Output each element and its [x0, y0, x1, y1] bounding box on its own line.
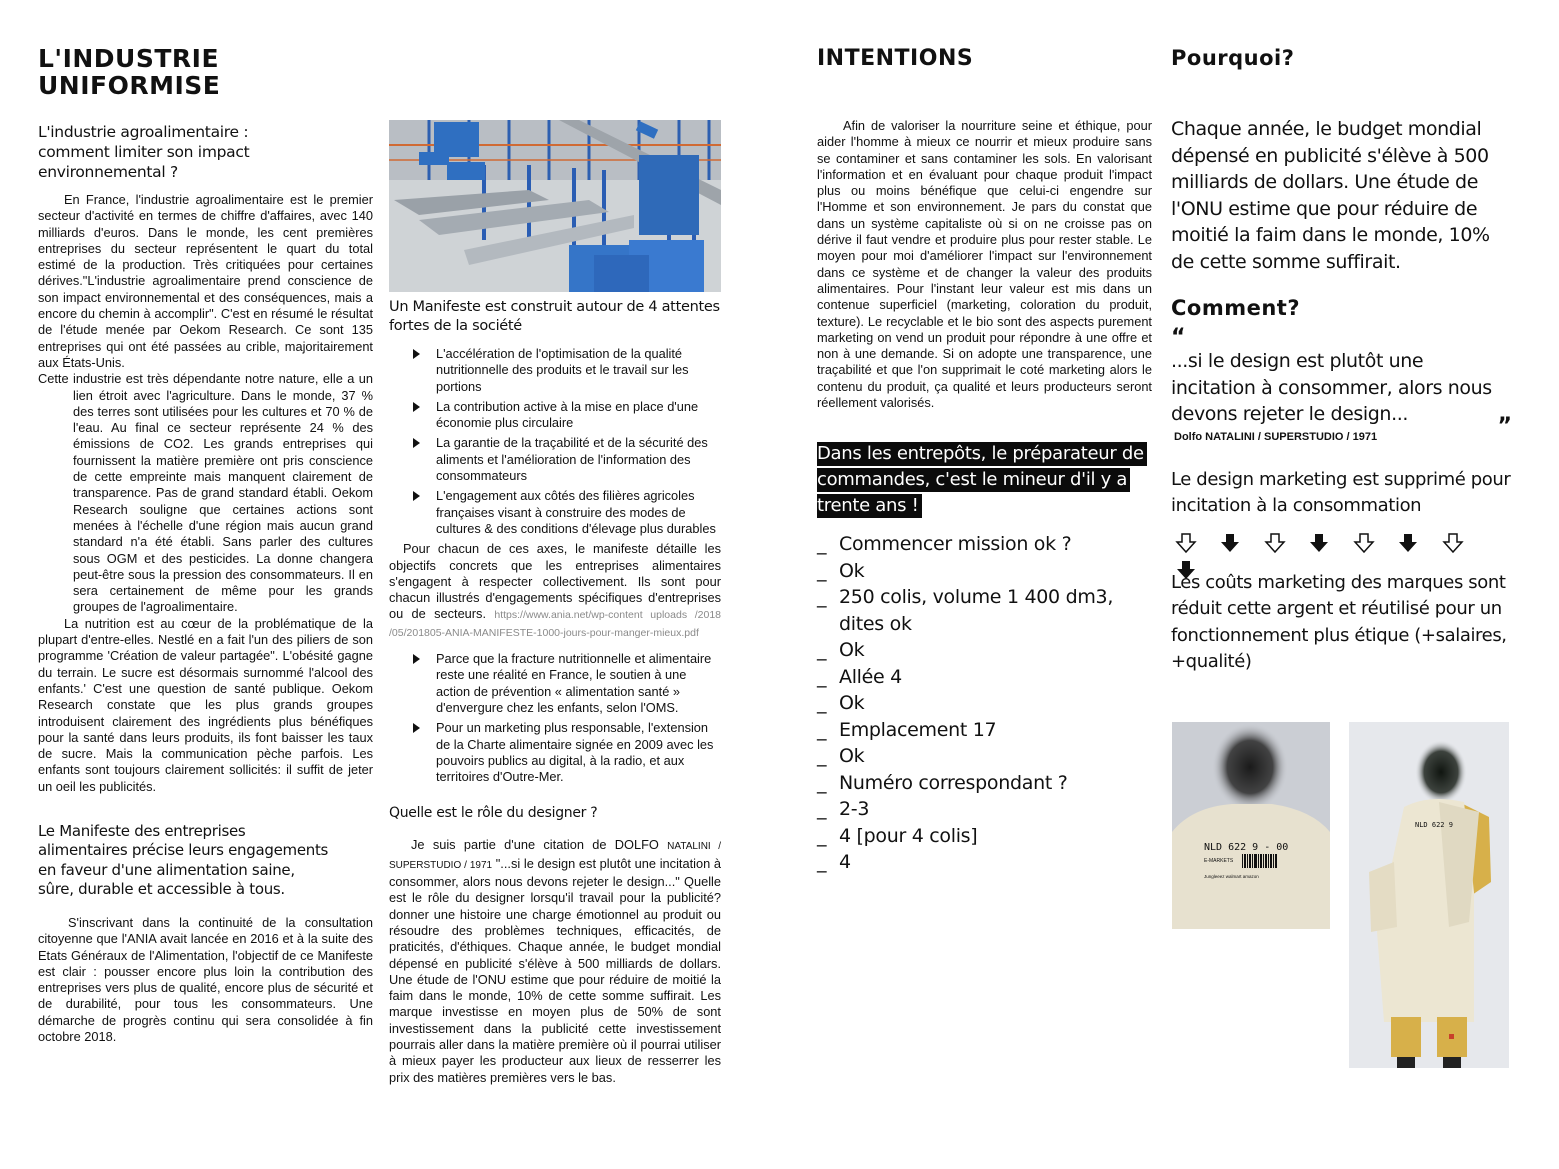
highlight-quote: Dans les entrepôts, le préparateur de commandes, c'est le mineur d'il y a trente ans !	[817, 442, 1147, 518]
label-code: NLD 622 9	[1415, 821, 1453, 829]
list-item	[413, 399, 721, 432]
coat-back-photo	[1172, 722, 1330, 929]
down-arrow-outline-icon	[1175, 532, 1197, 554]
list-item	[413, 488, 721, 537]
triangle-bullet-icon	[413, 654, 420, 664]
list-item-text: L'engagement aux côtés des filières agricoles françaises visant à construire des modes de cultures & des conditions d'élevage plus durables	[436, 488, 716, 536]
dash-marker: _	[817, 665, 827, 688]
warehouse-illustration	[389, 120, 721, 292]
label-code: NLD 622 9 - 00	[1204, 842, 1289, 853]
dash-marker: _	[817, 533, 827, 556]
statement-costs-reused: Les coûts marketing des marques sont réduit cette argent et réutilisé pour un fonctionnement plus étique (+salaires, +qualité)	[1171, 571, 1507, 672]
open-quote-icon: “	[1171, 325, 1186, 350]
coat-back-illustration	[1172, 722, 1330, 929]
list-item-text: La garantie de la traçabilité et de la sécurité des aliments et l'amélioration de l'information des consommateurs	[436, 435, 708, 484]
warehouse-photo	[389, 120, 721, 292]
axes-text: Pour chacun de ces axes, le manifeste détaille les objectifs concrets que les entreprises alimentaires s'engagent à respecter collectivement. Ils sont pour chacun illustrés d'engagements spécifiques d'entreprises ou de secteurs.	[389, 541, 721, 622]
dialogue-text: 2-3	[839, 798, 870, 821]
close-quote-icon: ”	[1497, 414, 1512, 439]
highlight-block	[817, 441, 1147, 519]
designer-paragraph	[389, 837, 721, 1085]
dash-marker: _	[817, 824, 827, 847]
svg-text:E-MARKETS: E-MARKETS	[1204, 858, 1234, 864]
left-column	[38, 45, 373, 1045]
list-item-text: L'accélération de l'optimisation de la qualité nutritionnelle des produits et le travail sur les portions	[436, 346, 689, 394]
dialogue-text: Ok	[839, 639, 865, 662]
dash-marker: _	[817, 771, 827, 794]
list-item-text: Parce que la fracture nutritionnelle et alimentaire reste une réalité en France, le soutien à une action de prévention « alimentation santé » d'envergure chez les enfants, selon l'OMS.	[436, 651, 712, 715]
source-url-link[interactable]: https://www.ania.net/wp-content uploads /2018 /05/201805-ANIA-MANIFESTE-1000-jours-pour-manger-mieux.pdf	[389, 609, 722, 639]
dash-marker: _	[817, 692, 827, 715]
triangle-bullet-icon	[413, 402, 420, 412]
dialogue-line	[817, 664, 1152, 691]
dash-marker: _	[817, 851, 827, 874]
svg-text:Jungleeez walmart amazon: Jungleeez walmart amazon	[1204, 874, 1259, 879]
title-line-2: UNIFORMISE	[38, 71, 221, 100]
designer-rest-text: "...si le design est plutôt une incitation à consommer, alors nous devons rejeter le design..." Quelle est le rôle du designer lorsqu'il travail pour la publicité? donner une histoire une charge émotionnel au produit ou résoudre des problèmes techniques, efficacités, de praticités, d'éthiques. Chaque année, le budget mondial dépensé en publicité s'élève à 500 milliards de dollars. Une étude de l'ONU estime que pour réduire de moitié la faim dans le monde, 10% de cette somme suffirait. Les marque investisse en moyen plus de 50% de sont investissement dans la publicité cette investissement pourrais aller dans la matière première où il pourrai utiliser à mieux payer les producteur aux lieux de resserrer les prix des matières premières vers le bas.	[389, 855, 722, 1085]
triangle-bullet-icon	[413, 349, 420, 359]
page-title	[38, 45, 373, 99]
dialogue-line	[817, 690, 1152, 717]
triangle-bullet-icon	[413, 723, 420, 733]
image-caption	[389, 298, 721, 336]
dialogue-text: Ok	[839, 745, 865, 768]
down-arrow-filled-icon	[1308, 532, 1330, 554]
pourquoi-text: Chaque année, le budget mondial dépensé en publicité s'élève à 500 milliards de dollars. Une étude de l'ONU estime que pour réduire de moitié la faim dans le monde, 10% de cette somme suffirait.	[1171, 118, 1490, 273]
dialogue-text: Commencer mission ok ?	[839, 533, 1072, 556]
manifeste-heading-line: en faveur d'une alimentation saine,	[38, 860, 295, 879]
subtitle-line-2: comment limiter son impact environnemental ?	[38, 143, 250, 181]
dialogue-line	[817, 770, 1152, 797]
nutrition-paragraph: La nutrition est au cœur de la problématique de la plupart d'entre-elles. Nestlé en a fait l'un des piliers de son programme 'Création de valeur partagée". L'obésité gagne du terrain. Le sucre est désormais surnommé l'alcool des enfants.' C'est une question de santé publique. Oekom Research constate que les plus grands groupes introduisent clairement des ingrédients plus bénéfiques pour la santé dans leurs produits, ils font baisser les taux de sucre. Mais la communication pèche parfois. Les enfants sont toujours clairement sollicités: il suffit de jeter un oeil les publicités.	[38, 615, 373, 794]
list-item-text: Pour un marketing plus responsable, l'extension de la Charte alimentaire signée en 2009 avec les pouvoirs publics au digital, à la radio, et aux territoires d'Outre-Mer.	[436, 720, 714, 785]
list-item	[413, 435, 721, 484]
dialogue-text: 4	[839, 851, 851, 874]
caption-line-1: Un Manifeste est construit autour de 4 attentes	[389, 299, 720, 315]
subtitle-line-1: L'industrie agroalimentaire :	[38, 123, 249, 141]
triangle-bullet-icon	[413, 491, 420, 501]
dash-marker: _	[817, 745, 827, 768]
dialogue-line	[817, 743, 1152, 770]
dialogue-line	[817, 717, 1152, 744]
dialogue-text: Emplacement 17	[839, 718, 997, 741]
intentions-column	[817, 45, 1152, 876]
down-arrow-outline-icon	[1353, 532, 1375, 554]
designer-intro-text: Je suis partie d'une citation de DOLFO	[411, 837, 659, 853]
down-arrow-filled-icon	[1397, 532, 1419, 554]
down-arrow-outline-icon	[1442, 532, 1464, 554]
dialogue-line	[817, 558, 1152, 585]
intentions-paragraph: Afin de valoriser la nourriture seine et éthique, pour aider l'homme à mieux ce nourrir et mieux produire sans se contaminer et sans contaminer les sols. En valorisant l'information et en évaluant pour chaque produit l'impact plus ou moins bénéfique que celui-ci engendre sur l'Homme et son environnement. Je pars du constat que dans un système capitaliste où si on ne croisse pas on dérive il faut vendre et produire plus pour rester stable. Le moyen pour moi d'améliorer l'impact sur l'environnement dans ce système et de changer la valeur des produits alimentaires. Pour l'instant leur valeur est mis dans un contenue superficiel (marketing, coloration du produit, texture). Le recyclable et le bio sont des aspects purement marketing on vend un produit pour répondre à une offre et non à une demande. Si on adopte une transparence, une traçabilité et que l'on supprimait le coté marketing alors le contenu du produit, ça qualité et leurs producteurs seront réellement valorisés.	[817, 118, 1152, 411]
axes-paragraph	[389, 541, 721, 641]
dialogue-line	[817, 823, 1152, 850]
quote-attribution: Dolfo NATALINI / SUPERSTUDIO / 1971	[1174, 430, 1378, 443]
coat-full-photo	[1349, 722, 1509, 1068]
dialogue-line	[817, 796, 1152, 823]
designer-heading: Quelle est le rôle du designer ?	[389, 805, 598, 822]
dash-marker: _	[817, 559, 827, 582]
manifeste-heading	[38, 822, 373, 900]
dialogue-text: Ok	[839, 559, 865, 582]
designer-quote	[1171, 325, 1516, 443]
dialogue-line	[817, 637, 1152, 664]
dialogue-line	[817, 531, 1152, 558]
subtitle	[38, 122, 373, 182]
manifeste-paragraph: S'inscrivant dans la continuité de la consultation citoyenne que l'ANIA avait lancée en 2016 et à la suite des Etats Généraux de l'Alimentation, l'objectif de ce Manifeste est clair : pousser encore plus loin la contribution des entreprises vers plus de qualité, encore plus de sécurité et de durabilité, pour tous les consommateurs. Une démarche de progrès continu qui sera consolidée à fin octobre 2018.	[38, 914, 373, 1045]
dialogue-text: 4 [pour 4 colis]	[839, 824, 978, 847]
title-line-1: L'INDUSTRIE	[38, 44, 220, 73]
dash-marker: _	[817, 718, 827, 741]
dependency-paragraph: Cette industrie est très dépendante notre nature, elle a un lien étroit avec l'agriculture. Dans le monde, 37 % des terres sont utilisées pour les cultures et 70 % de l'eau. Au final ce secteur représente 24 % des émissions de CO2. Les grands entreprises qui fournissent la matière première ont pris conscience de cette empreinte mais manquent clairement de transparence. Pas de grand standard établi. Oekom Research souligne que certaines actions sont menées à l'échelle d'une région mais aucun grand standard n'a été établi. Sans parler des cultures sous OGM et des pesticides. La donne changera peut-être sous la pression des consommateurs. Il en sera certainement de même pour les grands groupes de l'agroalimentaire.	[38, 371, 373, 615]
intentions-title: INTENTIONS	[817, 46, 974, 71]
dash-marker: _	[817, 639, 827, 662]
statement-design-removed: Le design marketing est supprimé pour incitation à la consommation	[1171, 468, 1511, 516]
dialogue-text: Allée 4	[839, 665, 902, 688]
comment-title: Comment?	[1171, 296, 1301, 320]
dialogue-text: 250 colis, volume 1 400 dm3, dites ok	[839, 586, 1114, 635]
designer-smallcaps-text: NATALINI / SUPERSTUDIO / 1971	[389, 841, 721, 871]
list-item-text: La contribution active à la mise en place d'une économie plus circulaire	[436, 398, 699, 431]
arrow-row	[1171, 532, 1516, 556]
dash-marker: _	[817, 798, 827, 821]
right-column	[1171, 45, 1516, 676]
expectations-list	[389, 346, 721, 537]
triangle-bullet-icon	[413, 438, 420, 448]
dialogue-line	[817, 849, 1152, 876]
dialogue-line	[817, 584, 1152, 637]
pourquoi-title: Pourquoi?	[1171, 46, 1295, 70]
manifeste-heading-line: alimentaires précise leurs engagements	[38, 841, 329, 860]
middle-column	[389, 120, 721, 1086]
commitments-list	[389, 651, 721, 785]
list-item	[413, 651, 721, 716]
list-item	[413, 346, 721, 395]
list-item	[413, 720, 721, 785]
dash-marker: _	[817, 586, 827, 609]
dialogue-text: Numéro correspondant ?	[839, 771, 1068, 794]
intro-paragraph: En France, l'industrie agroalimentaire est le premier secteur d'activité en termes de chiffre d'affaires, avec 140 milliards d'euros. Dans le monde, les cent premières entreprises du secteur représentent le quart du total estimé de la production. Très critiquées pour certaines dérives."L'industrie agroalimentaire prend conscience de son impact environnemental et des conséquences, mais a encore du chemin à accomplir". C'est en résumé le résultat de l'étude menée par Oekom Research. Ce sont 135 entreprises qui ont été passées au crible, majoritairement aux États-Unis.	[38, 192, 373, 370]
coat-full-illustration	[1349, 722, 1509, 1068]
manifeste-heading-line: Le Manifeste des entreprises	[38, 821, 246, 840]
quote-text: ...si le design est plutôt une incitation à consommer, alors nous devons rejeter le design...	[1171, 350, 1492, 425]
down-arrow-filled-icon	[1219, 532, 1241, 554]
caption-line-2: fortes de la société	[389, 318, 522, 334]
dialogue-text: Ok	[839, 692, 865, 715]
down-arrow-outline-icon	[1264, 532, 1286, 554]
picking-dialogue	[817, 531, 1152, 876]
manifeste-heading-line: sûre, durable et accessible à tous.	[38, 880, 285, 899]
